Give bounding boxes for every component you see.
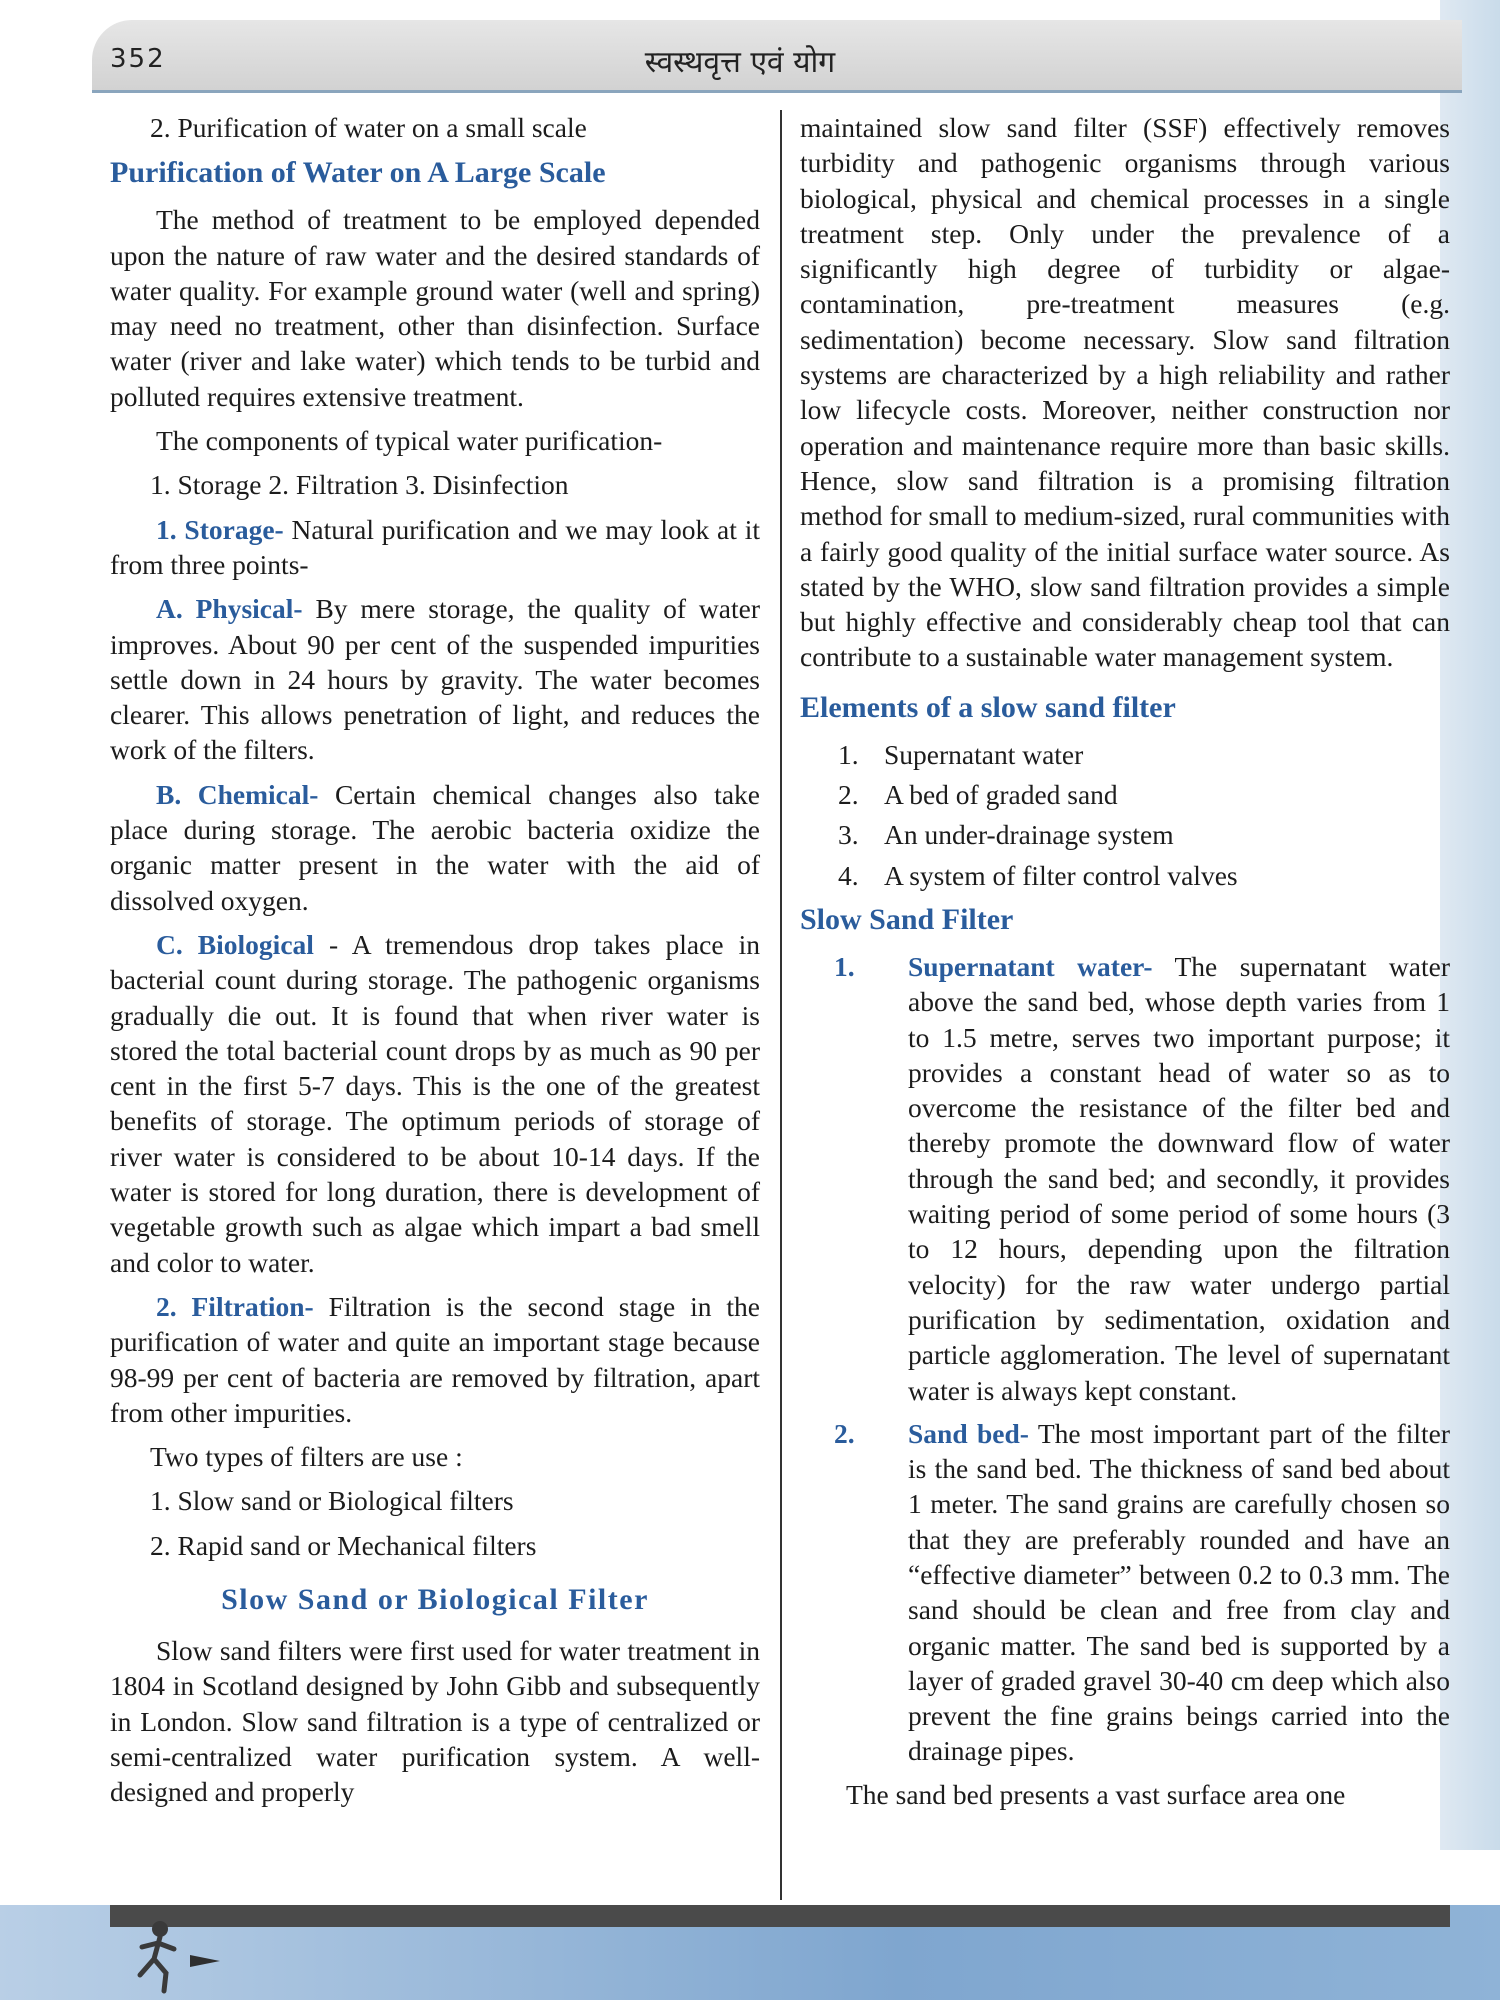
list-item: 1. Supernatant water	[838, 738, 1084, 770]
paragraph-last: The sand bed presents a vast surface area one	[846, 1778, 1346, 1810]
paragraph-slow-sand: Slow sand filters were first used for water treatment in 1804 in Scotland designed by John Gibb and subsequently in London. Slow sand filtration is a type of centralized or semi-centralized water purification system. A well-designed and properly	[110, 1634, 760, 1808]
intro-item: 2. Purification of water on a small scale	[150, 112, 587, 143]
physical-text: By mere storage, the quality of water improves. About 90 per cent of the suspended impurities settle down in 24 hours by gravity. The water becomes clearer. This allows penetration of light, and reduces the work of the filters.	[110, 593, 760, 766]
item-supernatant: 1. Supernatant water- The supernatant water above the sand bed, whose depth varies from 1 to 1.5 metre, serves two important purpose; it provides a constant head of water so as to overcome the resistance of the filter bed and thereby promote the downward flow of water through the sand bed; and secondly, it provides waiting period of some period of some hours (3 to 12 hours, depending upon the filtration velocity) for the raw water undergo partial purification by sedimentation, oxidation and particle agglomeration. The level of supernatant water is always kept constant.	[834, 950, 1451, 1406]
elements-list	[800, 737, 1450, 893]
page-number: 352	[110, 44, 166, 74]
components-list: 1. Storage 2. Filtration 3. Disinfection	[150, 469, 569, 501]
item-sand-bed: 2. Sand bed- The most important part of the filter is the sand bed. The thickness of sand bed about 1 meter. The sand grains are carefully chosen so that they are preferably rounded and have an “effective diameter” between 0.2 to 0.3 mm. The sand should be clean and free from clay and organic matter. The sand bed is supported by a layer of graded gravel 30-40 cm deep which also prevent the fine grains beings carried into the drainage pipes.	[834, 1417, 1450, 1767]
biological-text: - A tremendous drop takes place in bacterial count during storage. The pathogenic organisms gradually die out. It is found that when river water is stored the total bacterial count drops by as much as 90 per cent in the first 5-7 days. This is the one of the greatest benefits of storage. The optimum periods of storage of river water is considered to be about 10-14 days. If the water is stored for long duration, there is development of vegetable growth such as algae which impart a bad smell and color to water.	[110, 928, 760, 1278]
filter-type-1: 1. Slow sand or Biological filters	[150, 1485, 514, 1517]
supernatant-text: The supernatant water above the sand bed, whose depth varies from 1 to 1.5 metre, serves two important purpose; it provides a constant head of water so as to overcome the resistance of the filter bed and thereby promote the downward flow of water through the sand bed; and secondly, it provides waiting period of some period of some hours (3 to 12 hours, depending upon the filtration velocity) for the raw water undergo partial purification by sedimentation, oxidation and particle agglomeration. The level of supernatant water is always kept constant.	[908, 950, 1451, 1406]
list-item: 4. A system of filter control valves	[838, 859, 1238, 891]
paragraph-storage	[110, 512, 760, 583]
sand-bed-text: The most important part of the filter is the sand bed. The thickness of sand bed about 1 meter. The sand grains are carefully chosen so that they are preferably rounded and have an “effective diameter” between 0.2 to 0.3 mm. The sand should be clean and free from clay and organic matter. The sand bed is supported by a layer of graded gravel 30-40 cm deep which also prevent the fine grains beings carried into the drainage pipes.	[908, 1417, 1450, 1767]
paragraph-chemical	[110, 777, 760, 918]
term-chemical: B. Chemical-	[156, 778, 319, 810]
filter-types-intro: Two types of filters are use :	[150, 1441, 463, 1473]
term-supernatant: Supernatant water-	[908, 950, 1153, 982]
column-divider	[780, 110, 782, 1900]
term-filtration: 2. Filtration-	[156, 1290, 314, 1322]
list-item: 2. A bed of graded sand	[838, 779, 1118, 811]
heading-slow-biological: Slow Sand or Biological Filter	[221, 1582, 649, 1616]
running-title: स्वस्थवृत्त एवं योग	[644, 45, 836, 80]
paragraph-components: The components of typical water purification-	[156, 425, 663, 457]
term-biological: C. Biological	[156, 928, 314, 960]
filter-type-2: 2. Rapid sand or Mechanical filters	[150, 1529, 537, 1561]
footer-dark-strip	[110, 1905, 1450, 1927]
heading-elements: Elements of a slow sand filter	[800, 690, 1176, 724]
paragraph-biological	[110, 927, 760, 1280]
paragraph-physical	[110, 591, 760, 767]
paragraph-continued: maintained slow sand filter (SSF) effectively removes turbidity and pathogenic organisms through various biological, physical and chemical processes in a single treatment step. Only under the prevalence of a significantly high degree of turbidity or algae-contamination, pre-treatment measures (e.g. sedimentation) become necessary. Slow sand filtration systems are characterized by a high reliability and rather low lifecycle costs. Moreover, neither construction nor operation and maintenance require more than basic skills. Hence, slow sand filtration is a promising filtration method for small to medium-sized, rural communities with a fairly good quality of the initial surface water source. As stated by the WHO, slow sand filtration provides a simple but highly effective and considerably cheap tool that can contribute to a sustainable water management system.	[800, 112, 1450, 673]
heading-large-scale: Purification of Water on A Large Scale	[110, 156, 606, 190]
paragraph-filtration	[110, 1289, 760, 1430]
heading-slow-sand-filter: Slow Sand Filter	[800, 902, 1014, 936]
term-physical: A. Physical-	[156, 593, 303, 625]
runner-icon	[120, 1915, 230, 1995]
list-item: 3. An under-drainage system	[838, 819, 1174, 851]
storage-text: Natural purification and we may look at it from three points-	[110, 513, 760, 580]
term-sand-bed: Sand bed-	[908, 1417, 1029, 1449]
right-column	[800, 110, 1450, 1821]
chemical-text: Certain chemical changes also take place during storage. The aerobic bacteria oxidize the organic matter present in the water with the aid of dissolved oxygen.	[110, 778, 760, 916]
term-storage: 1. Storage-	[156, 513, 284, 545]
filtration-text: Filtration is the second stage in the purification of water and quite an important stage because 98-99 per cent of bacteria are removed by filtration, apart from other impurities.	[110, 1290, 760, 1428]
left-column	[110, 110, 760, 1818]
paragraph-method: The method of treatment to be employed depended upon the nature of raw water and the desired standards of water quality. For example ground water (well and spring) may need no treatment, other than disinfection. Surface water (river and lake water) which tends to be turbid and polluted requires extensive treatment.	[110, 204, 760, 412]
